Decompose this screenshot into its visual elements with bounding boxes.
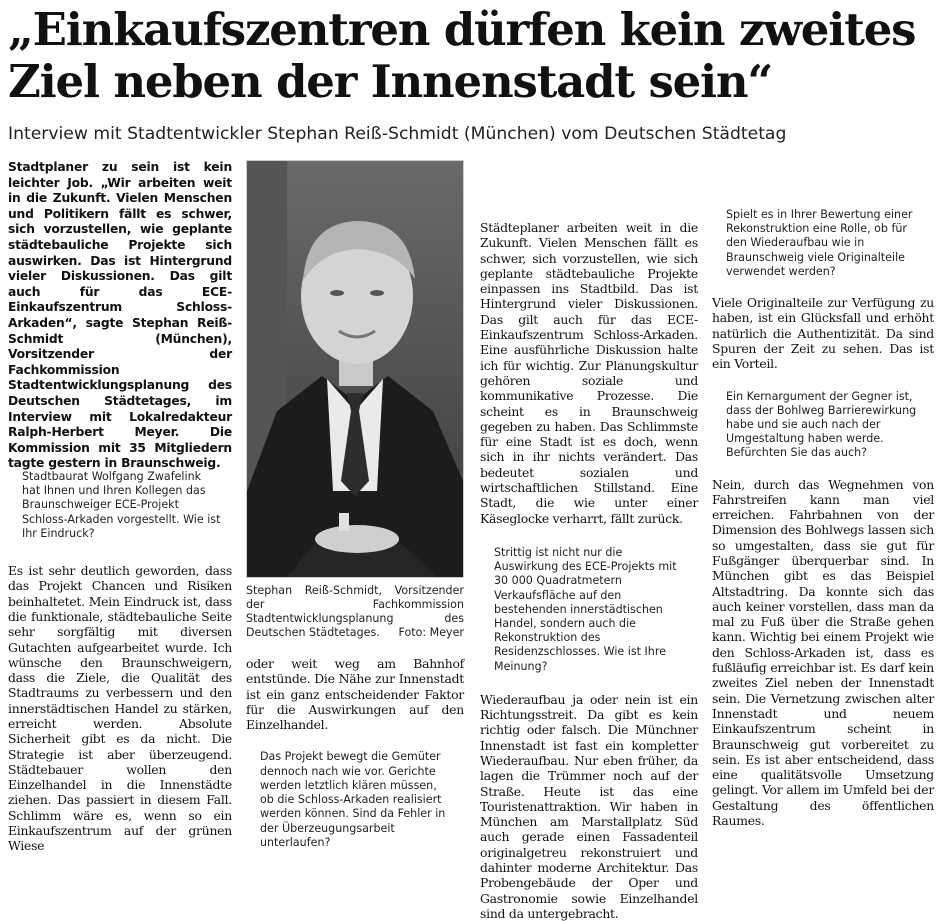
subhead: Interview mit Stadtentwickler Stephan Reiß-Schmidt (München) vom Deutschen Städtetag <box>8 124 787 144</box>
interview-question: Ein Kernargument der Gegner ist, dass der Bohlweg Barrierewirkung habe und sie auch nach der Umgestaltung haben werde. Befürchten Sie das auch? <box>726 389 917 460</box>
headline: „Einkaufszentren dürfen kein zweites Ziel neben der Innenstadt sein“ <box>8 3 916 108</box>
photo-credit: Foto: Meyer <box>398 626 464 639</box>
interview-question: Strittig ist nicht nur die Auswirkung des ECE-Projekts mit 30 000 Quadratmetern Verkaufsfläche auf den bestehenden innerstädtischen Handel, sondern auch die Rekonstruktion des Residenzschlosses. Wie ist Ihre Meinung? <box>494 545 677 673</box>
photo-caption <box>246 584 464 640</box>
interview-question: Spielt es in Ihrer Bewertung einer Rekonstruktion eine Rolle, ob für den Wiederaufbau wie in Braunschweig viele Originalteile verwendet werden? <box>726 208 913 278</box>
column-1 <box>8 160 232 854</box>
lead-paragraph: Stadtplaner zu sein ist kein leichter Job. „Wir arbeiten weit in die Zukunft. Vielen Menschen und Politikern fällt es schwer, sich vorzustellen, wie geplante städtebauliche Projekte sich auswirken. Das ist Hintergrund vieler Diskussionen. Das gilt auch für das ECE-Einkaufszentrum Schloss-Arkaden“, sagte Stephan Reiß-Schmidt (München), Vorsitzender der Fachkommission Stadtentwicklungsplanung des Deutschen Städtetages, im Interview mit Lokalredakteur Ralph-Herbert Meyer. Die Kommission mit 35 Mitgliedern tagte gestern in Braunschweig. <box>8 160 232 471</box>
column-4 <box>712 208 934 828</box>
interview-answer: Städteplaner arbeiten weit in die Zukunft. Vielen Menschen fällt es schwer, sich vorzustellen, wie sich geplante städtebauliche Projekte einpassen ins Stadtbild. Das ist Hintergrund vieler Diskussionen. Das gilt auch für das ECE-Einkaufszentrum Schloss-Arkaden. Eine ausführliche Diskussion halte ich für wichtig. Zur Planungskultur gehören soziale und kommunikative Prozesse. Die scheint es in Braunschweig gegeben zu haben. Das Schlimmste für eine Stadt ist es doch, wenn sich in ihr nichts verändert. Das bedeutet sozialen und wirtschaftlichen Stillstand. Eine Stadt, die wie unter einer Käseglocke verharrt, fällt zurück. <box>480 220 698 526</box>
interview-answer: Wiederaufbau ja oder nein ist ein Richtungsstreit. Da gibt es kein richtig oder falsch. Die Münchner Innenstadt ist fast ein kompletter Wiederaufbau. Nur eben früher, da lagen die Trümmer noch auf der Straße. Heute ist das eine Touristenattraktion. Wir haben in München am Marstallplatz Süd auch gerade einen Fassadenteil originalgetreu rekonstruiert und dahinter moderne Architektur. Das Probengebäude der Oper und Gastronomie sowie Einzelhandel sind da untergebracht. <box>480 691 698 921</box>
interview-answer: Es ist sehr deutlich geworden, dass das Projekt Chancen und Risiken beinhaltetet. Mein Eindruck ist, dass die funktionale, städtebauliche Seite sehr sorgfältig mit diversen Gutachten aufgearbeitet wurde. Ich wünsche den Braunschweigern, dass die Ziele, die Qualität des Stadtraums zu verbessern und den innerstädtischen Handel zu stärken, erreicht werden. Absolute Sicherheit gibt es da nicht. Die Strategie ist aber überzeugend. Städtebauer wollen den Einzelhandel in die Innenstädte ziehen. Das passiert in diesem Fall. Schlimm wäre es, wenn so ein Einkaufszentrum auf der grünen Wiese <box>8 563 232 854</box>
column-3 <box>480 220 698 921</box>
portrait-illustration <box>247 161 463 577</box>
interview-question: Das Projekt bewegt die Gemüter dennoch nach wie vor. Gerichte werden letztlich klären müssen, ob die Schloss-Arkaden realisiert werden können. Sind da Fehler in der Überzeugungsarbeit unterlaufen? <box>260 750 446 849</box>
column-2 <box>246 160 464 850</box>
caption-text: Stephan Reiß-Schmidt, Vorsitzender der Fachkommission Stadtentwicklungsplanung des Deutschen Städtetages. <box>246 584 464 639</box>
interview-answer-continued: oder weit weg am Bahnhof entstünde. Die Nähe zur Innenstadt ist ein ganz entscheidender Faktor für die Auswirkungen auf den Einzelhandel. <box>246 656 464 733</box>
interview-answer: Nein, durch das Wegnehmen von Fahrstreifen kann man viel erreichen. Fahrbahnen von der Dimension des Bohlwegs lassen sich so umgestalten, dass sie gut für Fußgänger überquerbar sind. In München gibt es das Beispiel Altstadtring. Da konnte sich das auch keiner vorstellen, dass man da mal zu Fuß über die Straße gehen kann. Wichtig bei einem Projekt wie den Schloss-Arkaden ist, dass es fußläufig erreichbar ist. Es darf kein zweites Ziel neben der Innenstadt sein. Die Vernetzung zwischen alter Innenstadt und neuem Einkaufszentrum scheint in Braunschweig gut vorbereitet zu sein. Es ist aber entscheidend, dass eine qualitätsvolle Umsetzung gelingt. Vor allem im Umfeld bei der Gestaltung des öffentlichen Raumes. <box>712 476 934 829</box>
interview-question: Stadtbaurat Wolfgang Zwafelink hat Ihnen und Ihren Kollegen das Braunschweiger ECE-Projekt Schloss-Arkaden vorgestellt. Wie ist Ihr Eindruck? <box>22 470 221 540</box>
portrait-photo <box>246 160 464 578</box>
interview-answer: Viele Originalteile zur Verfügung zu haben, ist ein Glücksfall und erhöht natürlich die Authentizität. Da sind Spuren der Zeit zu sehen. Das ist ein Vorteil. <box>712 295 934 372</box>
